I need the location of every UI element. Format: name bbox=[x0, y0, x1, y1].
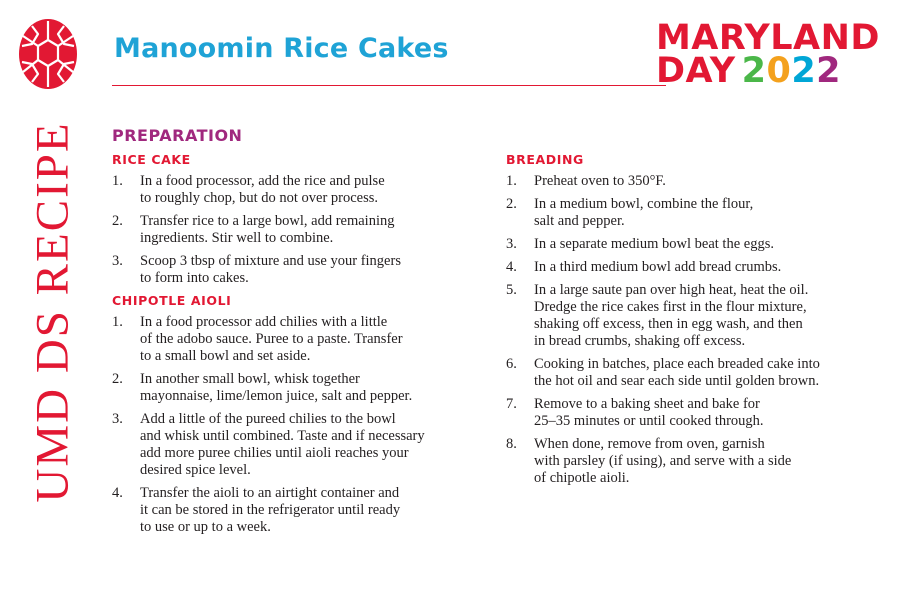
step-item bbox=[506, 282, 886, 350]
step-item bbox=[112, 213, 492, 247]
turtle-shell-icon bbox=[18, 18, 78, 90]
step-number: 1. bbox=[112, 173, 123, 189]
step-number: 1. bbox=[506, 173, 517, 189]
step-item bbox=[112, 411, 492, 479]
left-column bbox=[112, 126, 492, 542]
step-item bbox=[506, 196, 886, 230]
step-text: Scoop 3 tbsp of mixture and use your fingers bbox=[140, 253, 401, 269]
step-text: of chipotle aioli. bbox=[534, 470, 630, 486]
step-text: Remove to a baking sheet and bake for bbox=[534, 396, 760, 412]
step-text: of the adobo sauce. Puree to a paste. Transfer bbox=[140, 331, 403, 347]
step-number: 1. bbox=[112, 314, 123, 330]
step-text: shaking off excess, then in egg wash, and then bbox=[534, 316, 803, 332]
step-text: the hot oil and sear each side until golden brown. bbox=[534, 373, 820, 389]
brand-year bbox=[742, 51, 841, 91]
step-item bbox=[506, 356, 886, 390]
step-number: 2. bbox=[112, 213, 123, 229]
chipotle-aioli-steps bbox=[112, 314, 492, 536]
rice-cake-heading: RICE CAKE bbox=[112, 152, 191, 167]
preparation-heading: PREPARATION bbox=[112, 126, 243, 145]
step-text: In a medium bowl, combine the flour, bbox=[534, 196, 754, 212]
step-text: Preheat oven to 350°F. bbox=[534, 173, 666, 189]
chipotle-aioli-heading: CHIPOTLE AIOLI bbox=[112, 293, 232, 308]
step-text: and whisk until combined. Taste and if necessary bbox=[140, 428, 425, 444]
step-item bbox=[112, 314, 492, 365]
breading-heading: BREADING bbox=[506, 152, 584, 167]
step-item bbox=[506, 259, 886, 276]
step-item bbox=[506, 236, 886, 253]
recipe-title: Manoomin Rice Cakes bbox=[114, 33, 449, 64]
step-item bbox=[112, 253, 492, 287]
step-text: In a separate medium bowl beat the eggs. bbox=[534, 236, 774, 252]
step-item bbox=[506, 173, 886, 190]
step-item bbox=[506, 396, 886, 430]
step-text: to a small bowl and set aside. bbox=[140, 348, 311, 364]
title-divider bbox=[112, 85, 666, 86]
step-text: In a third medium bowl add bread crumbs. bbox=[534, 259, 782, 275]
step-text: to use or up to a week. bbox=[140, 519, 271, 535]
step-text: desired spice level. bbox=[140, 462, 251, 478]
step-number: 3. bbox=[112, 253, 123, 269]
brand-maryland: MARYLAND bbox=[655, 18, 880, 58]
step-number: 4. bbox=[112, 485, 123, 501]
year-digit: 0 bbox=[766, 51, 792, 91]
step-number: 5. bbox=[506, 282, 517, 298]
right-column bbox=[506, 152, 886, 493]
step-number: 7. bbox=[506, 396, 517, 412]
year-digit: 2 bbox=[816, 51, 842, 91]
step-item bbox=[506, 436, 886, 487]
step-text: Cooking in batches, place each breaded cake into bbox=[534, 356, 820, 372]
step-text: add more puree chilies until aioli reaches your bbox=[140, 445, 409, 461]
step-text: Transfer the aioli to an airtight container and bbox=[140, 485, 400, 501]
maryland-day-logo bbox=[655, 18, 880, 91]
step-number: 8. bbox=[506, 436, 517, 452]
brand-day-year bbox=[655, 51, 880, 91]
step-text: it can be stored in the refrigerator until ready bbox=[140, 502, 401, 518]
breading-steps bbox=[506, 173, 886, 487]
step-number: 3. bbox=[112, 411, 123, 427]
step-text: When done, remove from oven, garnish bbox=[534, 436, 765, 452]
year-digit: 2 bbox=[791, 51, 817, 91]
step-text: to roughly chop, but do not over process. bbox=[140, 190, 379, 206]
step-text: Add a little of the pureed chilies to the bowl bbox=[140, 411, 396, 427]
brand-day: DAY bbox=[655, 51, 736, 91]
step-number: 2. bbox=[506, 196, 517, 212]
step-text: to form into cakes. bbox=[140, 270, 249, 286]
step-text: In another small bowl, whisk together bbox=[140, 371, 360, 387]
step-item bbox=[112, 485, 492, 536]
step-text: Transfer rice to a large bowl, add remaining bbox=[140, 213, 395, 229]
step-text: In a food processor, add the rice and pulse bbox=[140, 173, 385, 189]
step-text: In a food processor add chilies with a little bbox=[140, 314, 388, 330]
step-text: mayonnaise, lime/lemon juice, salt and pepper. bbox=[140, 388, 413, 404]
step-item bbox=[112, 371, 492, 405]
step-number: 2. bbox=[112, 371, 123, 387]
step-text: in bread crumbs, shaking off excess. bbox=[534, 333, 746, 349]
step-text: with parsley (if using), and serve with a side bbox=[534, 453, 792, 469]
step-number: 6. bbox=[506, 356, 517, 372]
year-digit: 2 bbox=[741, 51, 767, 91]
step-text: Dredge the rice cakes first in the flour mixture, bbox=[534, 299, 807, 315]
step-text: In a large saute pan over high heat, heat the oil. bbox=[534, 282, 809, 298]
step-number: 3. bbox=[506, 236, 517, 252]
step-text: salt and pepper. bbox=[534, 213, 625, 229]
step-text: ingredients. Stir well to combine. bbox=[140, 230, 334, 246]
step-text: 25–35 minutes or until cooked through. bbox=[534, 413, 764, 429]
step-number: 4. bbox=[506, 259, 517, 275]
rice-cake-steps bbox=[112, 173, 492, 287]
side-title: UMD DS RECIPE bbox=[26, 121, 79, 503]
step-item bbox=[112, 173, 492, 207]
